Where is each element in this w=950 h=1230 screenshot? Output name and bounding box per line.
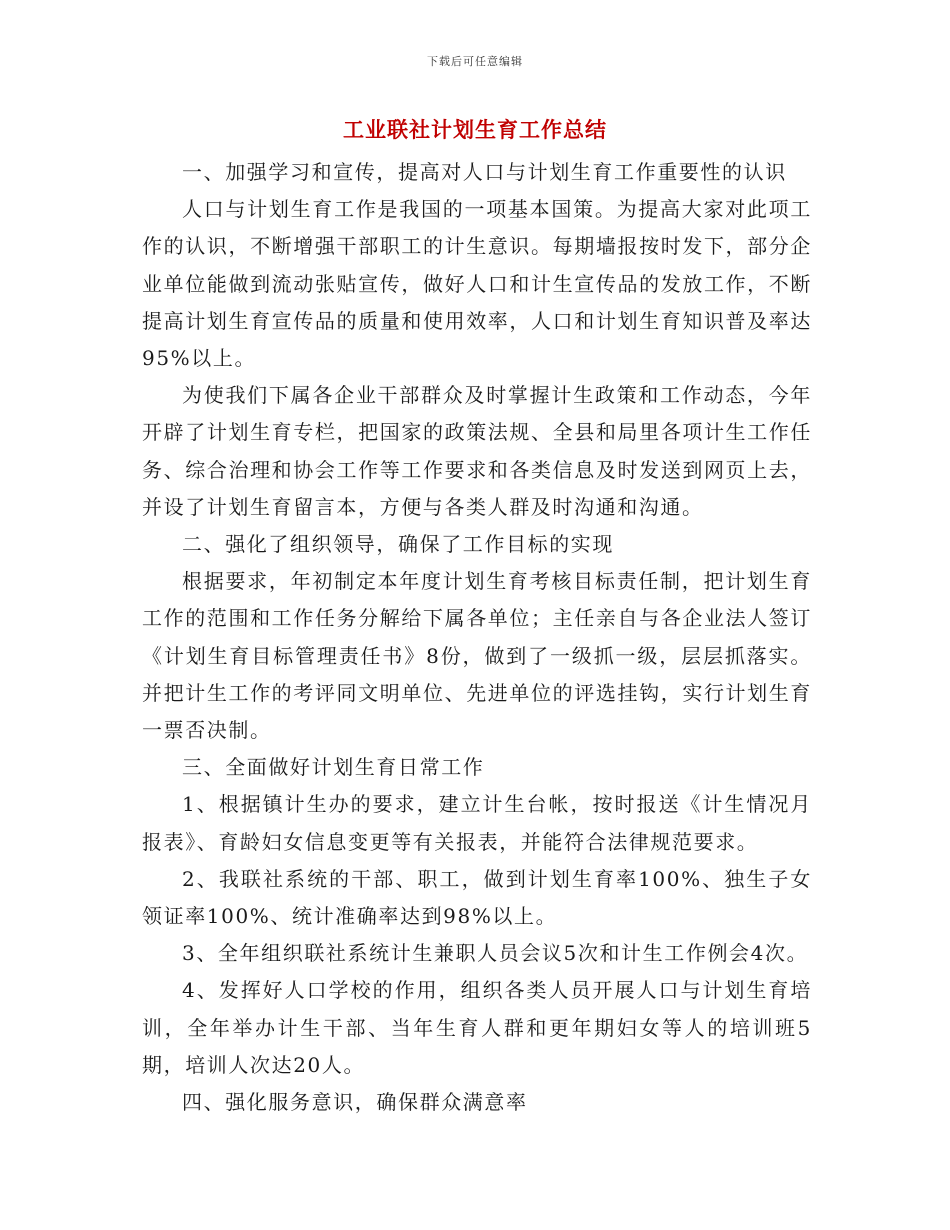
document-body — [142, 154, 812, 1121]
paragraph: 为使我们下属各企业干部群众及时掌握计生政策和工作动态，今年开辟了计划生育专栏，把国家的政策法规、全县和局里各项计生工作任务、综合治理和协会工作等工作要求和各类信息及时发送到网页上去，并设了计划生育留言本，方便与各类人群及时沟通和沟通。 — [142, 383, 812, 519]
section-heading-4: 四、强化服务意识，确保群众满意率 — [182, 1090, 528, 1115]
section-heading-3: 三、全面做好计划生育日常工作 — [182, 755, 485, 780]
paragraph: 人口与计划生育工作是我国的一项基本国策。为提高大家对此项工作的认识，不断增强干部职工的计生意识。每期墙报按时发下，部分企业单位能做到流动张贴宣传，做好人口和计生宣传品的发放工作，不断提高计划生育宣传品的质量和使用效率，人口和计划生育知识普及率达95%以上。 — [142, 197, 812, 371]
header-note: 下载后可任意编辑 — [427, 55, 523, 68]
paragraph: 根据要求，年初制定本年度计划生育考核目标责任制，把计划生育工作的范围和工作任务分解给下属各单位；主任亲自与各企业法人签订《计划生育目标管理责任书》8份，做到了一级抓一级，层层抓落实。并把计生工作的考评同文明单位、先进单位的评选挂钩，实行计划生育一票否决制。 — [142, 569, 812, 743]
section-heading-2: 二、强化了组织领导，确保了工作目标的实现 — [182, 532, 614, 557]
list-item: 3、全年组织联社系统计生兼职人员会议5次和计生工作例会4次。 — [182, 941, 809, 966]
list-item: 4、发挥好人口学校的作用，组织各类人员开展人口与计划生育培训，全年举办计生干部、当年生育人群和更年期妇女等人的培训班5期，培训人次达20人。 — [142, 978, 812, 1077]
list-item: 1、根据镇计生办的要求，建立计生台帐，按时报送《计生情况月报表》、育龄妇女信息变更等有关报表，并能符合法律规范要求。 — [142, 792, 812, 854]
section-heading-1: 一、加强学习和宣传，提高对人口与计划生育工作重要性的认识 — [182, 160, 787, 184]
document-title: 工业联社计划生育工作总结 — [343, 118, 607, 142]
list-item: 2、我联社系统的干部、职工，做到计划生育率100%、独生子女领证率100%、统计准确率达到98%以上。 — [142, 866, 812, 929]
